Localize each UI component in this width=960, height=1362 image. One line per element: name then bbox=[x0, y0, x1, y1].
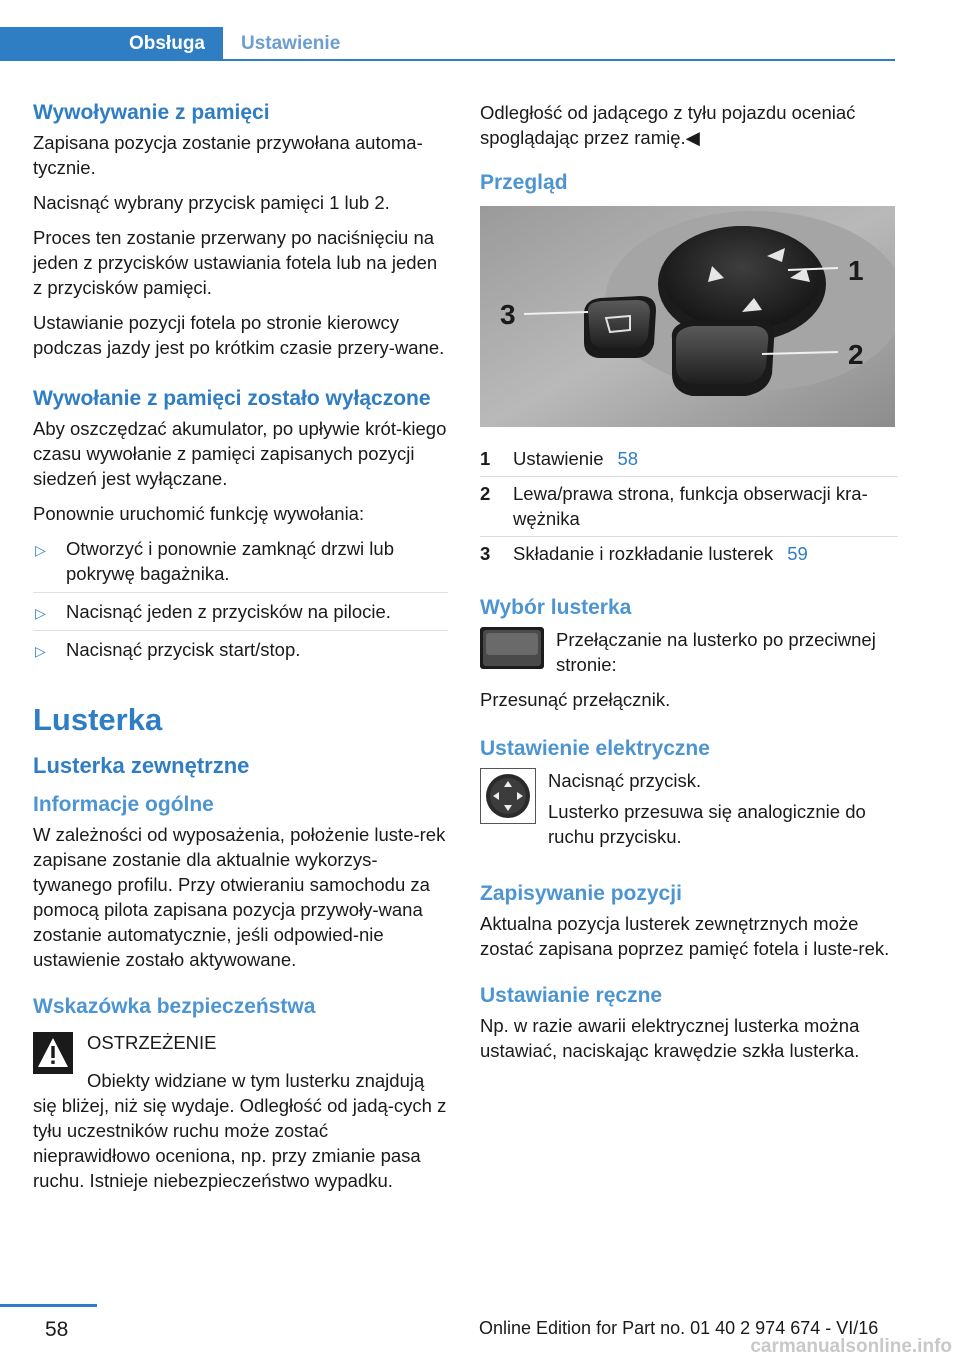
figure-legend bbox=[480, 442, 898, 571]
triangle-bullet-icon: ▷ bbox=[35, 605, 46, 621]
figure-label-1: 1 bbox=[848, 255, 864, 286]
paragraph: Np. w razie awarii elektrycznej lusterka można ustawiać, naciskając krawędzie szkła lusterka. bbox=[480, 1015, 860, 1061]
tab-obsluga[interactable]: Obsługa bbox=[0, 27, 223, 61]
triangle-bullet-icon: ▷ bbox=[35, 542, 46, 558]
heading-save-position: Zapisywanie pozycji bbox=[480, 882, 682, 905]
warning-triangle-icon bbox=[33, 1032, 73, 1074]
paragraph: Przesunąć przełącznik. bbox=[480, 689, 671, 710]
mirror-joystick-icon bbox=[480, 768, 536, 824]
list-item: ▷ Nacisnąć przycisk start/stop. bbox=[33, 631, 448, 668]
left-column bbox=[33, 100, 448, 1203]
figure-label-3: 3 bbox=[500, 299, 516, 330]
paragraph: Aktualna pozycja lusterek zewnętrznych może zostać zapisana poprzez pamięć fotela i luste‐rek. bbox=[480, 913, 890, 959]
figure-label-2: 2 bbox=[848, 339, 864, 370]
header-tabs bbox=[0, 27, 895, 61]
paragraph: Przełączanie na lusterko po przeciwnej stronie: bbox=[556, 629, 876, 675]
warning-heading: OSTRZEŻENIE bbox=[87, 1032, 217, 1053]
heading-electric-adjust: Ustawienie elektryczne bbox=[480, 737, 710, 760]
mirror-select-block bbox=[480, 627, 898, 687]
section-title: Lusterka zewnętrzne bbox=[33, 753, 250, 778]
paragraph: W zależności od wyposażenia, położenie luste‐rek zapisane zostanie dla aktualnie wykorzys‐tywanego profilu. Przy otwieraniu samochodu za pomocą pilota zapisana pozycja przywoły‐wana zostanie automatycznie, jeśli odpowied‐nie ustawienie zostało aktywowane. bbox=[33, 824, 446, 970]
heading-safety: Wskazówka bezpieczeństwa bbox=[33, 995, 316, 1018]
paragraph: Ponownie uruchomić funkcję wywołania: bbox=[33, 503, 365, 524]
heading-manual-adjust: Ustawianie ręczne bbox=[480, 984, 663, 1007]
bullet-list bbox=[33, 530, 448, 668]
triangle-bullet-icon: ▷ bbox=[35, 643, 46, 659]
paragraph: Odległość od jadącego z tyłu pojazdu oceniać spoglądając przez ramię.◀ bbox=[480, 102, 856, 148]
tab-ustawienie[interactable]: Ustawienie bbox=[241, 33, 341, 54]
heading-recall-disabled: Wywołanie z pamięci zostało wyłączone bbox=[33, 387, 431, 410]
paragraph: Aby oszczędzać akumulator, po upływie krót‐kiego czasu wywołanie z pamięci zapisanych pozycji siedzeń jest wyłączane. bbox=[33, 418, 447, 489]
list-item: ▷ Otworzyć i ponownie zamknąć drzwi lub pokrywę bagażnika. bbox=[33, 530, 448, 593]
heading-overview: Przegląd bbox=[480, 171, 568, 194]
paragraph: Ustawianie pozycji fotela po stronie kierowcy podczas jazdy jest po krótkim czasie przery‐wane. bbox=[33, 312, 445, 358]
heading-general-info: Informacje ogólne bbox=[33, 793, 214, 816]
paragraph: Nacisnąć wybrany przycisk pamięci 1 lub 2. bbox=[33, 192, 390, 213]
paragraph: Nacisnąć przycisk. bbox=[548, 770, 702, 791]
chapter-title: Lusterka bbox=[33, 702, 163, 737]
footer-divider bbox=[0, 1304, 97, 1307]
heading-recall: Wywoływanie z pamięci bbox=[33, 101, 270, 124]
legend-item: 3 Składanie i rozkładanie lusterek 59 bbox=[480, 543, 808, 564]
mirror-switch-icon bbox=[480, 627, 544, 669]
paragraph: Lusterko przesuwa się analogicznie do ruchu przycisku. bbox=[548, 801, 866, 847]
electric-adjust-block bbox=[480, 768, 898, 859]
paragraph: Zapisana pozycja zostanie przywołana automa‐tycznie. bbox=[33, 132, 423, 178]
page-number: 58 bbox=[45, 1318, 69, 1341]
watermark: carmanualsonline.info bbox=[750, 1336, 952, 1357]
mirror-controls-figure bbox=[480, 206, 895, 427]
header-divider bbox=[0, 59, 895, 61]
list-item: ▷ Nacisnąć jeden z przycisków na pilocie. bbox=[33, 593, 448, 631]
page-reference-link[interactable]: 59 bbox=[787, 543, 808, 564]
paragraph: Proces ten zostanie przerwany po naciśnięciu na jeden z przycisków ustawiania fotela lub na jeden z przycisków pamięci. bbox=[33, 227, 438, 298]
right-column bbox=[480, 100, 898, 1073]
heading-mirror-select: Wybór lusterka bbox=[480, 596, 632, 619]
legend-item: 1 Ustawienie 58 bbox=[480, 442, 898, 477]
warning-text: Obiekty widziane w tym lusterku znajdują się bliżej, niż się wydaje. Odległość od jadą‐cych z tyłu uczestników ruchu może zostać nieprawidłowo oceniona, np. przy zmianie pasa ruchu. Istnieje niebezpieczeństwo wypadku. bbox=[33, 1070, 447, 1191]
edition-text: Online Edition for Part no. 01 40 2 974 674 - VI/16 bbox=[479, 1318, 879, 1338]
page-reference-link[interactable]: 58 bbox=[617, 448, 639, 469]
legend-item: 2 Lewa/prawa strona, funkcja obserwacji kra‐wężnika bbox=[480, 477, 898, 537]
